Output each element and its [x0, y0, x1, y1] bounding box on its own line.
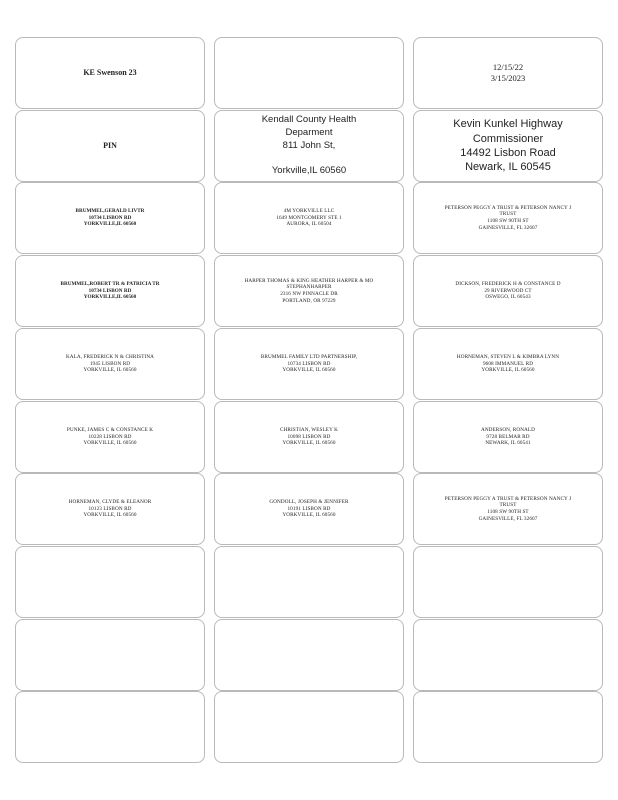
mailing-label [15, 691, 205, 763]
label-line: PORTLAND, OR 97229 [282, 297, 336, 304]
label-line: 10734 LISBON RD [287, 360, 331, 367]
label-line: 1945 LISBON RD [89, 360, 131, 367]
mailing-label [413, 473, 603, 545]
label-line: STEPHANHARPER [286, 284, 332, 291]
mailing-label [15, 37, 205, 109]
label-line: KE Swenson 23 [83, 67, 137, 77]
mailing-label [15, 110, 205, 182]
label-line: Kendall County Health [261, 113, 357, 125]
label-line: AURORA, IL 60504 [286, 221, 332, 228]
label-line: YORKVILLE,IL 60560 [83, 221, 137, 228]
label-line: YORKVILLE, IL 60560 [282, 440, 336, 447]
mailing-label [413, 546, 603, 618]
label-line: BRUMMEL FAMILY LTD PARTNERSHIP, [260, 353, 358, 360]
label-line: TRUST [499, 211, 517, 218]
mailing-label [413, 110, 603, 182]
mailing-label [214, 255, 404, 327]
label-line: HARPER THOMAS & KING HEATHER HARPER & MO [244, 277, 374, 284]
mailing-label [15, 182, 205, 254]
label-line: Yorkville,IL 60560 [271, 165, 347, 177]
label-line: YORKVILLE, IL 60560 [481, 367, 535, 374]
mailing-label [214, 401, 404, 473]
mailing-label [15, 619, 205, 691]
mailing-label [214, 546, 404, 618]
label-line: Commissioner [472, 132, 544, 145]
mailing-label [413, 255, 603, 327]
label-line: ANDERSON, RONALD [480, 426, 536, 433]
label-line: YORKVILLE, IL 60560 [282, 367, 336, 374]
label-line: 1649 MONTGOMERY STE 1 [276, 214, 342, 221]
mailing-label [214, 182, 404, 254]
label-line: Newark, IL 60545 [465, 161, 551, 174]
label-line: YORKVILLE, IL 60560 [282, 512, 336, 519]
mailing-label [214, 37, 404, 109]
label-line: 14492 Lisbon Road [460, 147, 556, 159]
mailing-label [214, 473, 404, 545]
label-line: PETERSON PEGGY A TRUST & PETERSON NANCY J [444, 495, 572, 502]
label-line: 811 John St, [282, 139, 336, 151]
label-line: HORNEMAN, CLYDE & ELEANOR [68, 498, 152, 505]
label-line: 10228 LISBON RD [88, 433, 132, 440]
mailing-label [413, 182, 603, 254]
label-line: 3/15/2023 [490, 73, 526, 83]
label-line: 4M YORKVILLE LLC [283, 207, 335, 214]
label-line: Deparment [285, 126, 333, 138]
label-line: YORKVILLE, IL 60560 [83, 512, 137, 519]
label-line: PUNKE, JAMES C & CONSTANCE K [66, 426, 154, 433]
label-line: 12/15/22 [492, 61, 524, 72]
label-line: PETERSON PEGGY A TRUST & PETERSON NANCY J [444, 204, 572, 211]
label-line: 1108 SW 90TH ST [487, 509, 529, 515]
label-line: YORKVILLE, IL 60560 [83, 440, 137, 447]
label-line: 29 RIVERWOOD CT [484, 287, 532, 294]
label-line: YORKVILLE, IL 60560 [83, 367, 137, 374]
label-line [308, 152, 311, 165]
label-line: 10098 LISBON RD [287, 433, 331, 440]
label-line: 9608 IMMANUEL RD [482, 360, 534, 367]
label-line: 10734 LISBON RD [88, 214, 132, 221]
mailing-label [413, 37, 603, 109]
label-line: KALA, FREDERICK N & CHRISTINA [65, 353, 155, 360]
mailing-label [214, 328, 404, 400]
mailing-label [214, 110, 404, 182]
mailing-label [15, 401, 205, 473]
label-line: DICKSON, FREDERICK H & CONSTANCE D [455, 280, 561, 287]
label-line: HORNEMAN, STEVEN L & KIMBRA LYNN [456, 353, 560, 360]
label-line: 10191 LISBON RD [287, 505, 331, 512]
label-line: PIN [103, 140, 117, 150]
label-line: 9728 BELMAR RD [486, 433, 530, 440]
label-line: BRUMMEL,ROBERT TR & PATRICIA TR [60, 280, 160, 287]
label-line: BRUMMEL,GERALD LIVTR [75, 207, 145, 214]
label-line: 2316 NW PINNACLE DR [280, 291, 338, 297]
mailing-label [15, 328, 205, 400]
mailing-label [413, 401, 603, 473]
label-line: 1108 SW 90TH ST [487, 218, 529, 224]
mailing-label [413, 328, 603, 400]
label-line: GONDOLL, JOSEPH & JENNIFER [269, 498, 349, 505]
label-line: Kevin Kunkel Highway [453, 118, 563, 131]
label-line: GAINESVILLE, FL 32607 [478, 224, 538, 231]
label-line: 10734 LISBON RD [88, 287, 132, 294]
mailing-label [15, 473, 205, 545]
mailing-label [15, 255, 205, 327]
label-line: TRUST [499, 502, 517, 509]
label-line: CHRISTIAN, WESLEY K [280, 426, 338, 433]
label-line: YORKVILLE,IL 60560 [83, 294, 137, 301]
label-line: OSWEGO, IL 60543 [485, 294, 531, 301]
mailing-label [214, 691, 404, 763]
mailing-label [413, 691, 603, 763]
mailing-label [15, 546, 205, 618]
label-line: NEWARK, IL 60541 [485, 440, 531, 447]
label-line: 10123 LISBON RD [88, 505, 132, 512]
mailing-label [413, 619, 603, 691]
mailing-label [214, 619, 404, 691]
label-line: GAINESVILLE, FL 32607 [478, 515, 538, 522]
